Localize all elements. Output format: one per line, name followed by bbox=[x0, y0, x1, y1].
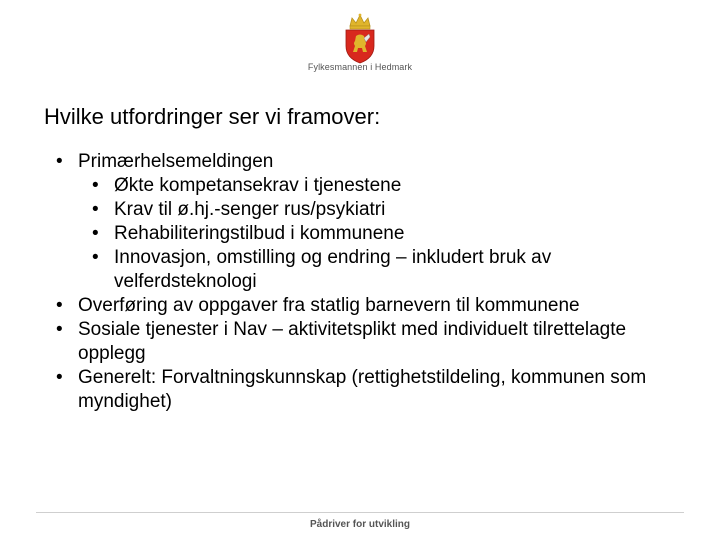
footer-tagline: Pådriver for utvikling bbox=[309, 519, 411, 530]
bullet-marker: • bbox=[56, 367, 63, 388]
bullet-item bbox=[52, 366, 672, 414]
slide-header bbox=[0, 0, 720, 90]
bullet-text: Sosiale tjenester i Nav – aktivitetsplikt med individuelt tilrettelagte opplegg bbox=[78, 319, 627, 364]
bullet-item bbox=[52, 318, 672, 366]
bullet-marker: • bbox=[56, 151, 63, 172]
bullet-marker: • bbox=[56, 295, 63, 316]
bullet-marker: • bbox=[56, 319, 63, 340]
organization-name: Fylkesmannen i Hedmark bbox=[307, 62, 413, 72]
bullet-item bbox=[52, 294, 672, 318]
sub-bullet-item bbox=[52, 198, 672, 222]
bullet-text: Økte kompetansekrav i tjenestene bbox=[114, 175, 402, 196]
bullet-list bbox=[52, 150, 672, 414]
sub-bullet-item bbox=[52, 246, 672, 294]
slide-title: Hvilke utfordringer ser vi framover: bbox=[44, 104, 381, 129]
bullet-marker: • bbox=[92, 199, 99, 220]
coat-of-arms-icon bbox=[340, 12, 380, 64]
bullet-text: Generelt: Forvaltningskunnskap (rettighetstildeling, kommunen som myndighet) bbox=[78, 367, 647, 412]
bullet-text: Rehabiliteringstilbud i kommunene bbox=[114, 223, 405, 244]
bullet-text: Primærhelsemeldingen bbox=[78, 151, 274, 172]
bullet-text: Overføring av oppgaver fra statlig barnevern til kommunene bbox=[78, 295, 580, 316]
bullet-marker: • bbox=[92, 175, 99, 196]
bullet-text: Innovasjon, omstilling og endring – inkludert bruk av velferdsteknologi bbox=[114, 247, 552, 292]
sub-bullet-item bbox=[52, 222, 672, 246]
bullet-item bbox=[52, 150, 672, 174]
bullet-marker: • bbox=[92, 223, 99, 244]
bullet-marker: • bbox=[92, 247, 99, 268]
sub-bullet-item bbox=[52, 174, 672, 198]
bullet-text: Krav til ø.hj.-senger rus/psykiatri bbox=[114, 199, 386, 220]
footer-divider bbox=[36, 512, 684, 513]
